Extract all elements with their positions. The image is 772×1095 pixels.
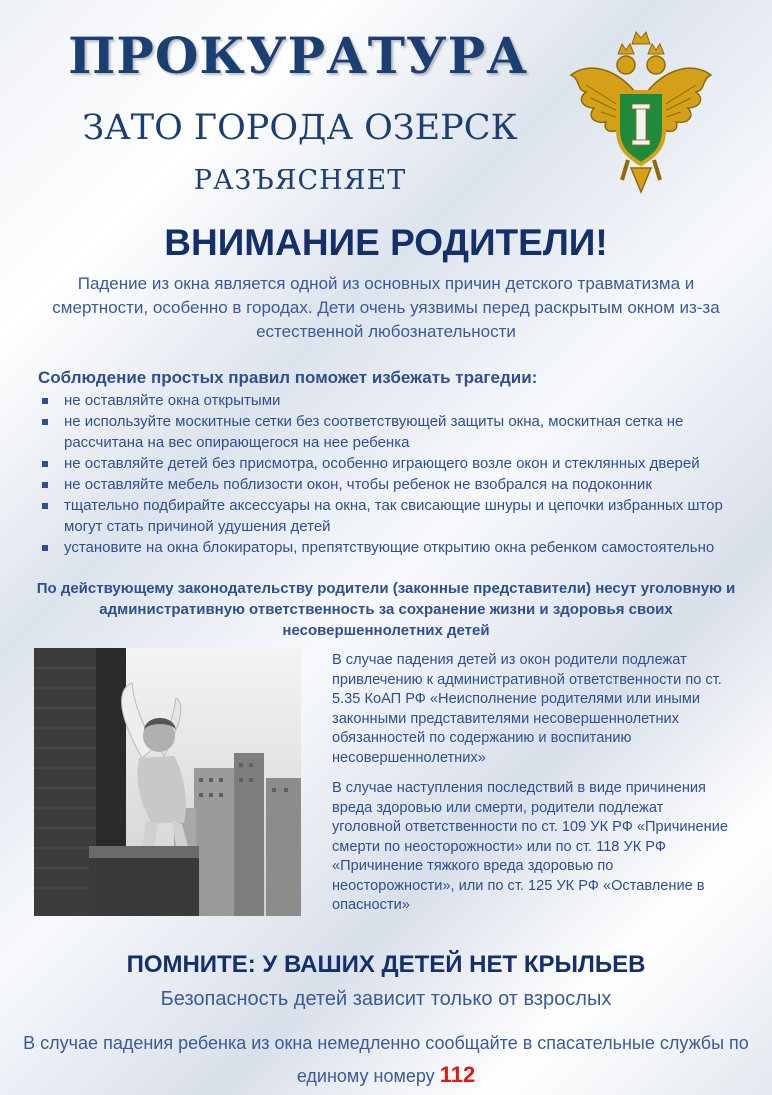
safety-tagline: Безопасность детей зависит только от взрослых [160,988,612,1010]
poster-title: ПРОКУРАТУРА [68,26,528,85]
rules-list [40,390,740,558]
list-item: не оставляйте окна открытыми [40,390,740,411]
liability-text [332,651,732,927]
poster-subtitle: ЗАТО ГОРОДА ОЗЕРСК [82,108,518,148]
list-item: тщательно подбирайте аксессуары на окна, так свисающие шнуры и цепочки избранных штор могут стать причиной удушения детей [40,495,740,537]
list-item: не оставляйте детей без присмотра, особенно играющего возле окон и стеклянных дверей [40,453,740,474]
rules-title: Соблюдение простых правил поможет избежать трагедии: [38,368,538,387]
criminal-liability-paragraph: В случае наступления последствий в виде причинения вреда здоровью или смерти, родители подлежат уголовной ответственности по ст. 109 УК РФ «Причинение смерти по неосторожности» или по ст. 118 УК РФ «Причинение тяжкого вреда здоровью по неосторожности», или по ст. 125 УК РФ «Оставление в опасности» [332,780,728,913]
emergency-notice [20,1027,752,1092]
remember-banner: ПОМНИТЕ: У ВАШИХ ДЕТЕЙ НЕТ КРЫЛЬЕВ [126,951,646,978]
list-item: не используйте москитные сетки без соответствующей защиты окна, москитная сетка не рассчитана на вес опирающегося на нее ребенка [40,411,740,453]
law-notice: По действующему законодательству родители (законные представители) несут уголовную и административную ответственность за сохранение жизни и здоровья своих несовершеннолетних детей [36,580,736,639]
administrative-liability-paragraph: В случае падения детей из окон родители подлежат привлечению к административной ответственности по ст. 5.35 КоАП РФ «Неисполнение родителями или иными законными представителями несовершеннолетних обязанностей по содержанию и воспитанию несовершеннолетних» [332,652,722,766]
prosecutor-office-emblem-icon [566,30,716,195]
intro-paragraph: Падение из окна является одной из основных причин детского травматизма и смертности, особенно в городах. Дети очень уязвимы перед раскрытым окном из-за естественной любознательности [52,274,720,341]
emergency-text: В случае падения ребенка из окна немедленно сообщайте в спасательные службы по единому номеру [23,1033,749,1086]
child-with-angel-wings-on-window-ledge-photo [34,648,301,916]
emergency-number: 112 [439,1062,476,1087]
poster-explains-label: РАЗЪЯСНЯЕТ [193,165,407,196]
headline: ВНИМАНИЕ РОДИТЕЛИ! [164,222,608,263]
list-item: не оставляйте мебель поблизости окон, чтобы ребенок не взобрался на подоконник [40,474,740,495]
list-item: установите на окна блокираторы, препятствующие открытию окна ребенком самостоятельно [40,537,740,558]
